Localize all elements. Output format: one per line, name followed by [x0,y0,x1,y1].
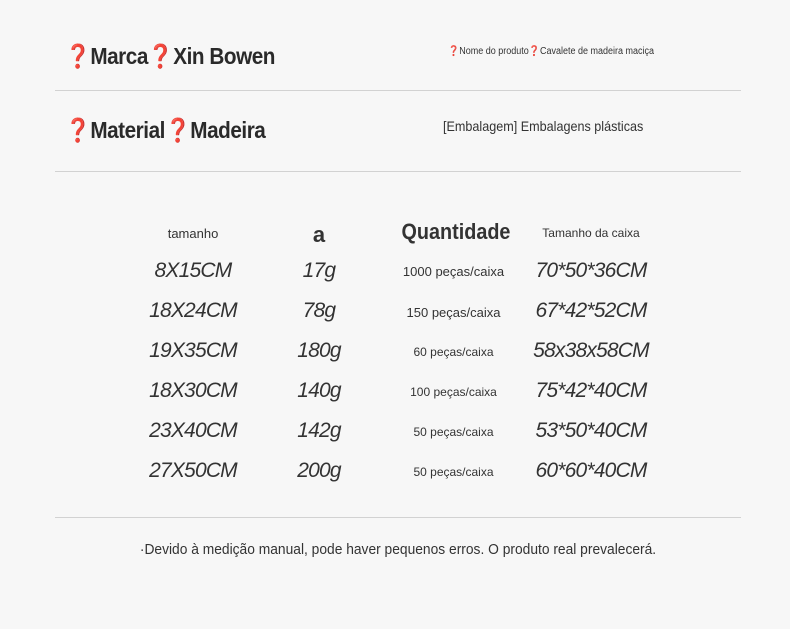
cell-size: 27X50CM [149,459,237,482]
cell-size: 23X40CM [149,419,237,442]
product-name-label: ❓Nome do produto❓Cavalete de madeira maciça [448,46,655,57]
cell-box-size: 53*50*40CM [535,419,647,442]
cell-weight: 78g [302,299,336,322]
header-weight: a [312,222,326,247]
cell-quantity: 50 peças/caixa [413,425,494,439]
cell-box-size: 58x38x58CM [533,339,649,362]
footer-note: ·Devido à medição manual, pode haver pequenos erros. O produto real prevalecerá. [139,541,657,558]
packaging-label: [Embalagem] Embalagens plásticas [443,118,644,134]
material-label: ❓Material❓Madeira [65,117,266,143]
cell-box-size: 70*50*36CM [535,259,647,282]
cell-quantity: 1000 peças/caixa [402,264,505,279]
brand-label: ❓Marca❓Xin Bowen [65,43,275,69]
cell-weight: 140g [297,379,341,402]
header-quantity: Quantidade [401,219,511,244]
cell-weight: 17g [302,259,336,282]
divider [55,171,741,172]
cell-size: 18X24CM [149,299,237,322]
cell-quantity: 150 peças/caixa [406,305,501,320]
cell-weight: 180g [297,339,341,362]
cell-box-size: 67*42*52CM [535,299,647,322]
cell-quantity: 100 peças/caixa [410,385,497,399]
cell-box-size: 60*60*40CM [535,459,647,482]
cell-weight: 142g [297,419,341,442]
header-size: tamanho [167,226,219,241]
cell-weight: 200g [297,459,341,482]
cell-box-size: 75*42*40CM [535,379,647,402]
cell-quantity: 50 peças/caixa [413,465,494,479]
cell-quantity: 60 peças/caixa [413,345,494,359]
cell-size: 18X30CM [149,379,237,402]
divider [55,517,741,518]
header-box-size: Tamanho da caixa [542,226,640,240]
divider [55,90,741,91]
cell-size: 19X35CM [149,339,237,362]
cell-size: 8X15CM [154,259,232,282]
